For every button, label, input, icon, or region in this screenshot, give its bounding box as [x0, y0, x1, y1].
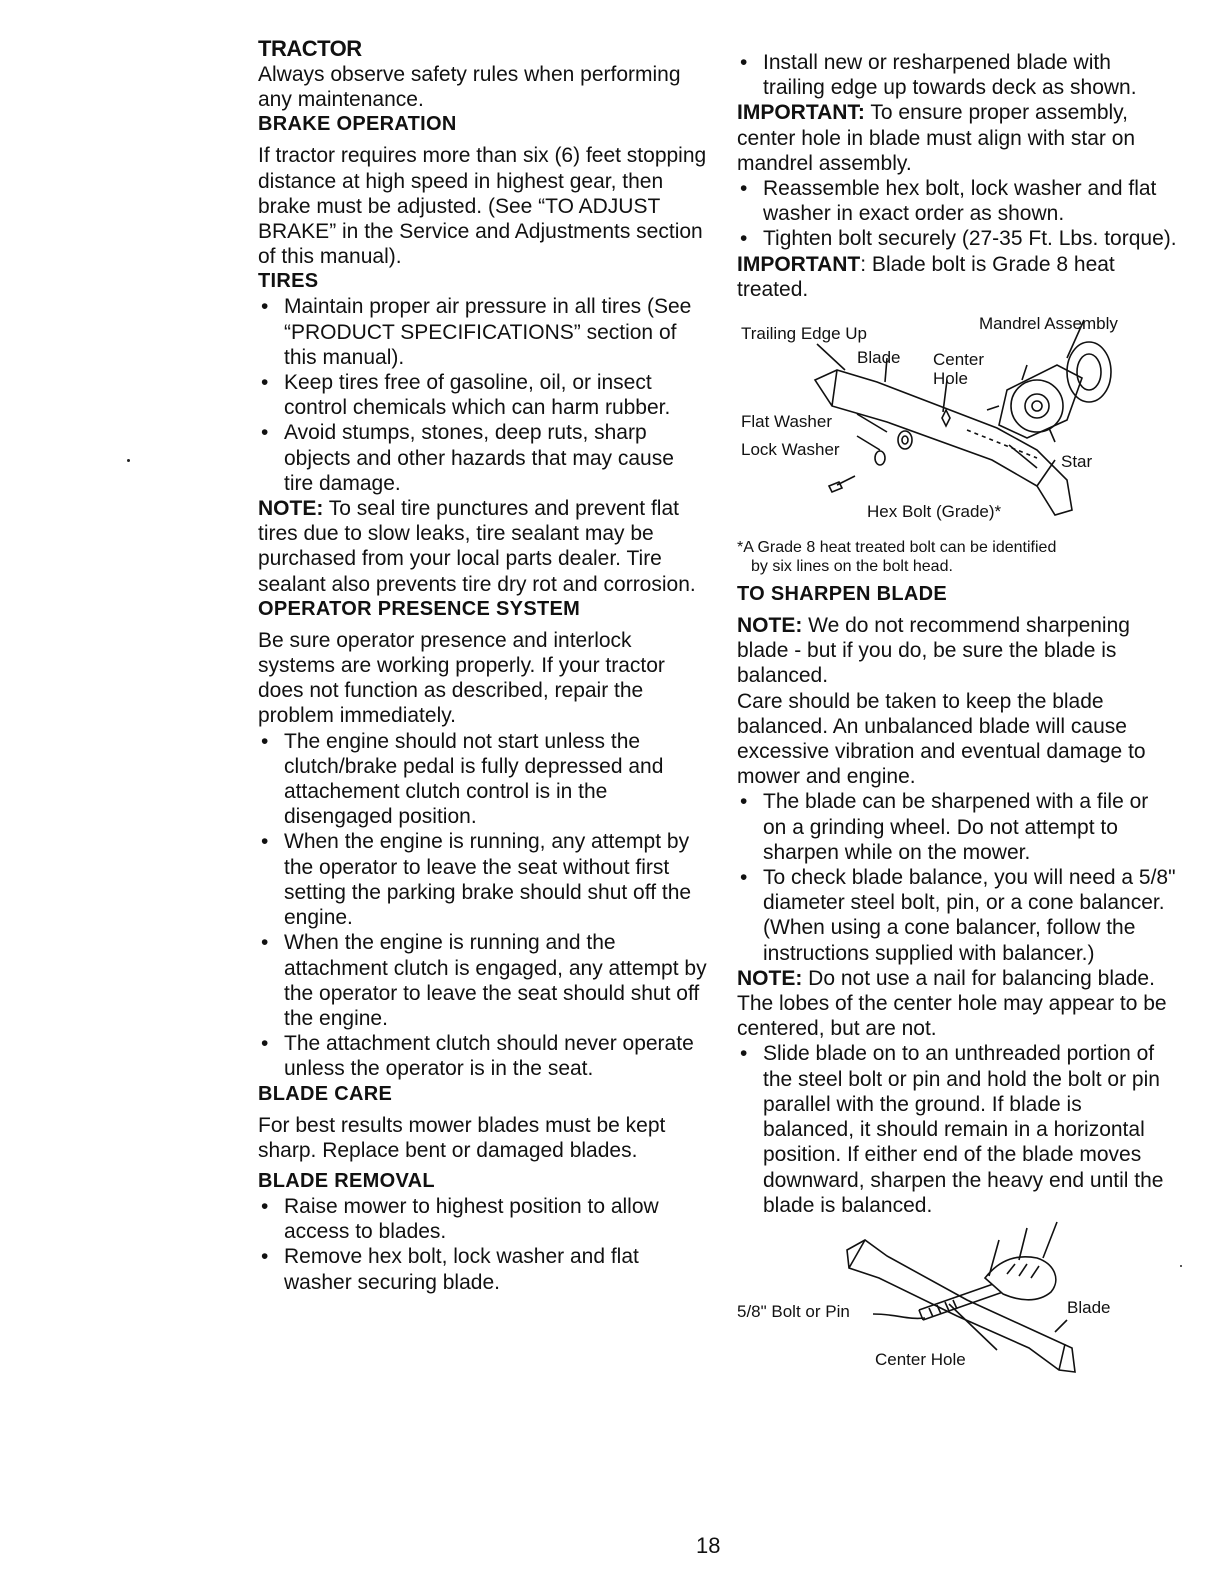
note-text: We do not recommend sharpening blade - but if you do, be sure the blade is balanced.	[737, 614, 1130, 688]
list-item: • Reassemble hex bolt, lock washer and flat washer in exact order as shown.	[737, 176, 1177, 226]
note-label: NOTE:	[737, 966, 803, 990]
ops-text: Be sure operator presence and interlock systems are working properly. If your tractor does not function as described, repair the problem immediately.	[258, 628, 665, 728]
ops-heading: OPERATOR PRESENCE SYSTEM	[258, 597, 581, 620]
intro-text: Always observe safety rules when performing any maintenance.	[258, 63, 681, 112]
important-text: : Blade bolt is Grade 8 heat treated.	[737, 252, 1115, 301]
list-item: • Slide blade on to an unthreaded portion of the steel bolt or pin and hold the bolt or pin parallel with the ground. If blade is balanced, it should remain in a horizontal position. If either end of the blade moves downward, sharpen the heavy end until the blade is balanced.	[737, 1041, 1177, 1217]
list-item: • When the engine is running, any attempt by the operator to leave the seat without first setting the parking brake should shut off the engine.	[258, 829, 708, 930]
removal-list	[258, 1194, 708, 1295]
list-item: • The engine should not start unless the clutch/brake pedal is fully depressed and attachement clutch control is in the disengaged position.	[258, 729, 708, 830]
list-item: • When the engine is running and the attachment clutch is engaged, any attempt by the operator to leave the seat should shut off the engine.	[258, 930, 708, 1031]
right-column	[737, 50, 1177, 1380]
list-item: • The blade can be sharpened with a file or on a grinding wheel. Do not attempt to sharpen while on the mower.	[737, 789, 1177, 865]
label-flat-washer: Flat Washer	[741, 412, 833, 432]
sharpen-heading: TO SHARPEN BLADE	[737, 583, 948, 606]
blade-care-heading: BLADE CARE	[258, 1082, 393, 1105]
list-item: • Raise mower to highest position to allow access to blades.	[258, 1194, 708, 1244]
blade-removal-heading: BLADE REMOVAL	[258, 1169, 435, 1192]
sharpen-text: Care should be taken to keep the blade balanced. An unbalanced blade will cause excessive vibration and eventual damage to mower and engine.	[737, 689, 1146, 789]
note-text: Do not use a nail for balancing blade. The lobes of the center hole may appear to be centered, but are not.	[737, 966, 1167, 1041]
list-item: • Install new or resharpened blade with trailing edge up towards deck as shown.	[737, 50, 1177, 100]
label-hex-bolt: Hex Bolt (Grade)*	[867, 502, 1002, 522]
note-text: To seal tire punctures and prevent flat tires due to slow leaks, tire sealant may be purchased from your local parts dealer. Tire sealant also prevents tire dry rot and corrosion.	[258, 497, 696, 596]
blade-care-text: For best results mower blades must be kept sharp. Replace bent or damaged blades.	[258, 1113, 666, 1162]
list-item: • Tighten bolt securely (27-35 Ft. Lbs. torque).	[737, 226, 1177, 251]
left-column	[258, 36, 708, 1295]
blade-assembly-figure	[737, 310, 1167, 538]
label-blade: Blade	[1067, 1297, 1111, 1317]
list-item: • Remove hex bolt, lock washer and flat washer securing blade.	[258, 1244, 708, 1294]
label-star: Star	[1061, 452, 1093, 472]
sharpen-list	[737, 789, 1177, 965]
label-center-hole: Center Hole	[933, 350, 985, 389]
reassemble-list	[737, 176, 1177, 252]
note-label: NOTE:	[258, 497, 324, 521]
footnote-line: *A Grade 8 heat treated bolt can be identified	[737, 539, 1057, 557]
slide-list	[737, 1041, 1177, 1217]
list-item: • Maintain proper air pressure in all tires (See “PRODUCT SPECIFICATIONS” section of this manual).	[258, 294, 708, 370]
list-item: • Avoid stumps, stones, deep ruts, sharp objects and other hazards that may cause tire damage.	[258, 420, 708, 496]
list-item: • Keep tires free of gasoline, oil, or insect control chemicals which can harm rubber.	[258, 370, 708, 420]
important-note-1	[737, 100, 1177, 176]
install-list	[737, 50, 1177, 100]
label-bolt-or-pin: 5/8" Bolt or Pin	[737, 1301, 850, 1321]
tires-list	[258, 294, 708, 496]
important-label: IMPORTANT:	[737, 101, 865, 125]
sharpen-note-2	[737, 966, 1177, 1042]
label-center-hole: Center Hole	[875, 1349, 966, 1369]
stray-mark	[1180, 1265, 1182, 1267]
stray-mark	[127, 459, 130, 462]
brake-text: If tractor requires more than six (6) feet stopping distance at high speed in highest gear, then brake must be adjusted. (See “TO ADJUST BRAKE” in the Service and Adjustments section of this manual).	[258, 144, 707, 269]
label-trailing-edge: Trailing Edge Up	[741, 324, 867, 344]
important-note-2	[737, 252, 1177, 302]
list-item: • The attachment clutch should never operate unless the operator is in the seat.	[258, 1031, 708, 1081]
note-label: NOTE:	[737, 614, 803, 638]
sharpen-note-1	[737, 613, 1177, 689]
tires-note	[258, 496, 708, 597]
tires-heading: TIRES	[258, 270, 319, 293]
section-title: TRACTOR	[258, 36, 362, 61]
label-lock-washer: Lock Washer	[741, 440, 840, 460]
ops-list	[258, 729, 708, 1082]
brake-heading: BRAKE OPERATION	[258, 113, 457, 136]
label-mandrel-assembly: Mandrel Assembly	[979, 314, 1118, 334]
blade-balance-figure	[737, 1220, 1167, 1380]
important-text: To ensure proper assembly, center hole in blade must align with star on mandrel assembly.	[737, 101, 1136, 175]
label-blade: Blade	[857, 348, 901, 368]
list-item: • To check blade balance, you will need a 5/8" diameter steel bolt, pin, or a cone balancer. (When using a cone balancer, follow the instructions supplied with balancer.)	[737, 865, 1177, 966]
footnote-line: by six lines on the bolt head.	[751, 558, 953, 576]
important-label: IMPORTANT	[737, 252, 861, 276]
page-number: 18	[696, 1533, 721, 1558]
footnote	[737, 538, 1177, 576]
